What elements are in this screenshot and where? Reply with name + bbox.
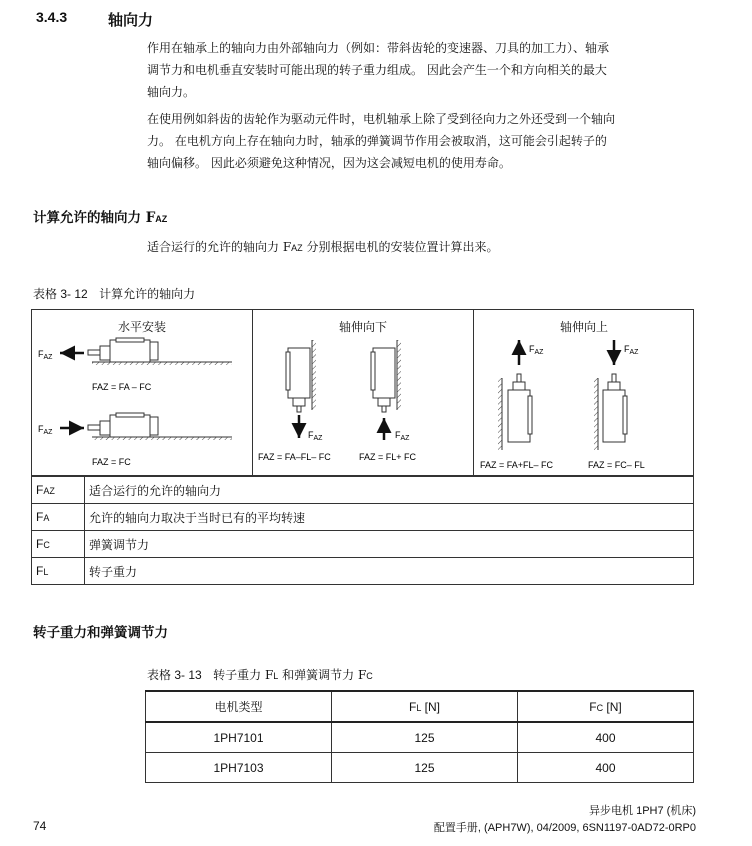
- header-fl: FL [N]: [332, 691, 518, 722]
- table-row: [146, 722, 694, 753]
- paragraph-1: [147, 37, 699, 103]
- table12-caption-label: 表格 3- 12: [33, 287, 88, 301]
- force-label: $F_{AZ}$: [395, 430, 410, 442]
- paragraph-2: [147, 108, 699, 174]
- force-label: $F_{AZ}$: [308, 430, 323, 442]
- table-row: [32, 558, 694, 585]
- cell-fc: 400: [518, 753, 694, 783]
- shaft-up-motor-2: [588, 340, 645, 470]
- definitions-table: [31, 476, 694, 585]
- shaft-down-motor-2: [359, 340, 417, 462]
- definition-symbol: FAZ: [32, 477, 85, 504]
- para1-line: 轴向力。: [147, 85, 196, 99]
- shaft-up-motor-1: [480, 340, 554, 470]
- table-row: [32, 477, 694, 504]
- definition-text: 适合运行的允许的轴向力: [85, 477, 694, 504]
- formula-u2: FAZ = FC– FL: [588, 460, 645, 470]
- formula-h2: FAZ = FC: [92, 457, 131, 467]
- table-row: [146, 753, 694, 783]
- calc-heading-sub: AZ: [155, 214, 168, 224]
- cell-fc: 400: [518, 722, 694, 753]
- shaft-down-motor-1: [258, 340, 331, 462]
- horizontal-motor-1: [38, 338, 232, 392]
- para2-line: 轴向偏移。 因此必须避免这种情况，因为这会减短电机的使用寿命。: [147, 156, 511, 170]
- para1-line: 调节力和电机垂直安装时可能出现的转子重力组成。 因此会产生一个和方向相关的最大: [147, 63, 607, 77]
- definition-text: 弹簧调节力: [85, 531, 694, 558]
- formula-d2: FAZ = FL+ FC: [359, 452, 417, 462]
- footer-info: [434, 803, 696, 837]
- calc-intro-suffix: 分别根据电机的安装位置计算出来。: [302, 240, 499, 254]
- section-title: 轴向力: [108, 11, 154, 29]
- force-label: $F_{AZ}$: [624, 344, 639, 356]
- table-row: [32, 504, 694, 531]
- para2-line: 力。 在电机方向上存在轴向力时，轴承的弹簧调节作用会被取消，这可能会引起转子的: [147, 134, 607, 148]
- figure-panel: [31, 309, 694, 476]
- table13-caption: 表格 3- 13 转子重力 FL 和弹簧调节力 FC: [147, 668, 373, 682]
- table13-caption-label: 表格 3- 13: [147, 668, 202, 682]
- table-row: [32, 531, 694, 558]
- col-shaft-up: 轴伸向上: [559, 320, 608, 334]
- rotor-heading: 转子重力和弹簧调节力: [33, 625, 168, 641]
- rotor-force-table: [145, 690, 694, 783]
- section-number: 3.4.3: [36, 9, 68, 25]
- calc-intro: [147, 236, 699, 259]
- calc-heading: [33, 206, 167, 226]
- definition-symbol: FC: [32, 531, 85, 558]
- formula-h1: FAZ = FA – FC: [92, 382, 152, 392]
- cell-fl: 125: [332, 722, 518, 753]
- formula-d1: FAZ = FA–FL– FC: [258, 452, 331, 462]
- calc-heading-text: 计算允许的轴向力 F: [33, 210, 156, 226]
- page-number: 74: [33, 819, 47, 833]
- footer-line-1: 异步电机 1PH7 (机床): [589, 805, 696, 817]
- figure-drawings: [32, 310, 693, 475]
- table12-caption: [33, 285, 195, 302]
- cell-fl: 125: [332, 753, 518, 783]
- table12-caption-title: 计算允许的轴向力: [99, 287, 196, 301]
- definition-symbol: FA: [32, 504, 85, 531]
- definition-text: 允许的轴向力取决于当时已有的平均转速: [85, 504, 694, 531]
- formula-u1: FAZ = FA+FL– FC: [480, 460, 554, 470]
- para2-line: 在使用例如斜齿的齿轮作为驱动元件时，电机轴承上除了受到径向力之外还受到一个轴向: [147, 112, 616, 126]
- horizontal-motor-2: [38, 413, 232, 467]
- definition-text: 转子重力: [85, 558, 694, 585]
- cell-motor-type: 1PH7103: [146, 753, 332, 783]
- cell-motor-type: 1PH7101: [146, 722, 332, 753]
- calc-intro-text: 适合运行的允许的轴向力 F: [147, 240, 292, 254]
- header-fc: FC [N]: [518, 691, 694, 722]
- col-horizontal: 水平安装: [117, 320, 166, 334]
- force-label: $F_{AZ}$: [529, 344, 544, 356]
- table13-caption-text: 转子重力 F: [213, 668, 274, 682]
- col-shaft-down: 轴伸向下: [338, 320, 387, 334]
- calc-intro-sub: AZ: [291, 243, 303, 253]
- force-label: $F_{AZ}$: [38, 349, 53, 361]
- definition-symbol: FL: [32, 558, 85, 585]
- header-motor-type: 电机类型: [146, 691, 332, 722]
- force-label: $F_{AZ}$: [38, 424, 53, 436]
- table-header-row: [146, 691, 694, 722]
- footer-line-2: 配置手册, (APH7W), 04/2009, 6SN1197-0AD72-0RP0: [433, 822, 696, 834]
- para1-line: 作用在轴承上的轴向力由外部轴向力（例如：带斜齿轮的变速器、刀具的加工力）、轴承: [147, 41, 610, 55]
